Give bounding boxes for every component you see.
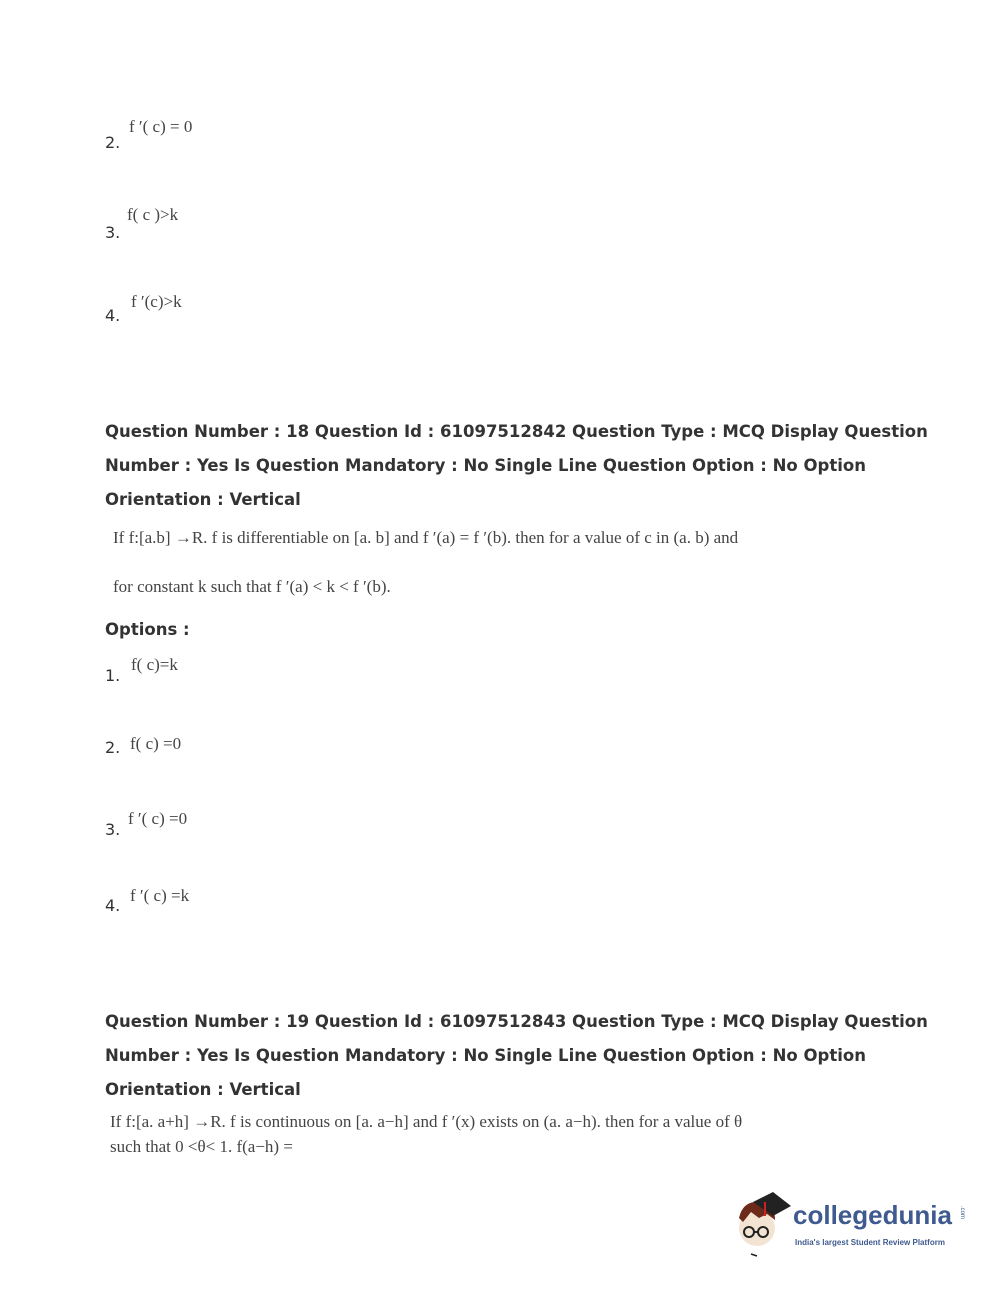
question-text: for constant k such that f ′(a) < k < f ′(b). (113, 577, 391, 596)
question-text: such that 0 <θ< 1. f(a−h) = (110, 1137, 293, 1156)
question-meta: Orientation : Vertical (105, 490, 301, 509)
option-number: 3. (105, 223, 121, 242)
option-text: f( c )>k (127, 205, 179, 224)
question-meta: Number : Yes Is Question Mandatory : No Single Line Question Option : No Option (105, 456, 866, 475)
option-text: f ′(c)>k (131, 292, 182, 311)
question-meta: Question Number : 18 Question Id : 61097512842 Question Type : MCQ Display Question (105, 422, 928, 441)
logo-wordmark: collegedunia (793, 1200, 952, 1230)
logo-suffix: .com (959, 1206, 965, 1220)
question-text: If f:[a. a+h] →R. f is continuous on [a. a−h] and f ′(x) exists on (a. a−h). then for a value of θ (110, 1112, 743, 1131)
options-label: Options : (105, 620, 190, 639)
mascot-icon (735, 1188, 793, 1258)
option-number: 2. (105, 133, 121, 152)
option-number: 4. (105, 306, 121, 325)
option-text: f ′( c) =0 (128, 809, 188, 828)
question-text: If f:[a.b] →R. f is differentiable on [a. b] and f ′(a) = f ′(b). then for a value of c in (a. b) and (113, 528, 739, 547)
logo-tagline: India's largest Student Review Platform (795, 1238, 945, 1247)
option-text: f( c)=k (131, 655, 178, 674)
option-number: 2. (105, 738, 121, 757)
option-text: f( c) =0 (130, 734, 182, 753)
question-meta: Number : Yes Is Question Mandatory : No Single Line Question Option : No Option (105, 1046, 866, 1065)
option-number: 3. (105, 820, 121, 839)
question-meta: Question Number : 19 Question Id : 61097512843 Question Type : MCQ Display Question (105, 1012, 928, 1031)
option-text: f ′( c) = 0 (129, 117, 193, 136)
collegedunia-logo (735, 1188, 975, 1260)
question-meta: Orientation : Vertical (105, 1080, 301, 1099)
option-number: 4. (105, 896, 121, 915)
option-number: 1. (105, 666, 121, 685)
option-text: f ′( c) =k (130, 886, 190, 905)
